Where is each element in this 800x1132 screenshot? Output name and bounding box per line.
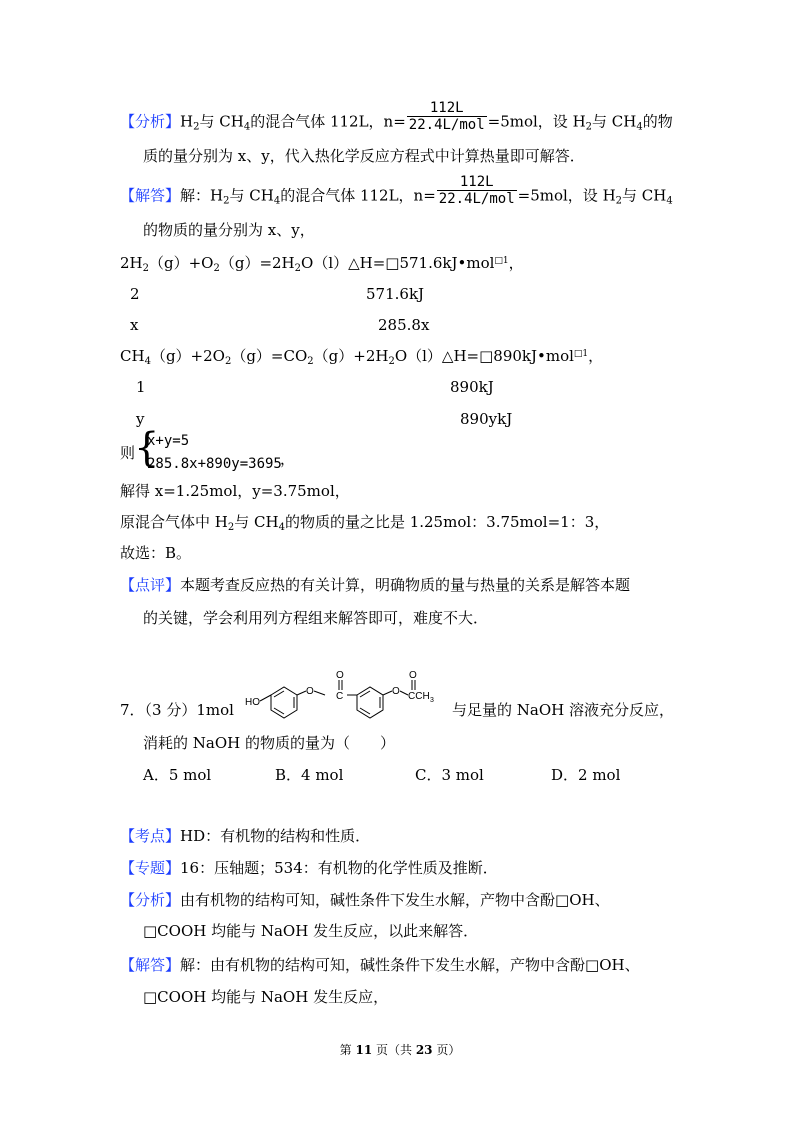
label-subscript: 3 (430, 697, 434, 704)
question-stem-line-2: 消耗的 NaOH 的物质的量为（ ） (143, 734, 395, 752)
label-c: C (336, 691, 344, 702)
structure-diagram (240, 668, 455, 728)
label-o: O (306, 686, 314, 697)
analysis-paragraph-q7: 【分析】由有机物的结构可知，碱性条件下发生水解，产物中含酚□OH、 (120, 891, 610, 909)
ratio-left: 2 (130, 285, 140, 303)
system-brace: { (134, 425, 160, 471)
molar-fraction: $\frac{112L}{\text{22.4L/mol}}$ (408, 100, 485, 133)
option-b: B．4 mol (275, 766, 344, 784)
option-c: C．3 mol (415, 766, 484, 784)
comment-tag: 【点评】 (120, 576, 181, 594)
analysis-paragraph: 【分析】$H_2$与 $CH_4$的混合气体 112L，n= $\frac{112L}{\text{22.4L/mol}}$ =5mol，设 $H_2$与 $CH_4$的物 (120, 100, 673, 133)
analysis-tag: 【分析】 (120, 891, 181, 909)
analysis-line-2: 质的量分别为 x、y，代入热化学反应方程式中计算热量即可解答． (143, 147, 585, 165)
solution-line-2-q7: □COOH 均能与 NaOH 发生反应， (143, 988, 389, 1006)
question-stem: 7．（3 分）1mol (120, 701, 234, 719)
ratio-left: y (136, 410, 145, 428)
system-prefix: 则 (120, 444, 136, 462)
ratio-left: x (130, 316, 139, 334)
label-acetyl: CCH (408, 691, 430, 702)
page-number: 11 (355, 1043, 373, 1057)
molar-fraction: $\frac{112L}{\text{22.4L/mol}}$ (438, 174, 515, 207)
equation-ch4: $CH_4(g)+2O_2(g)=CO_2(g)+2H_2O(l)\triangle H=□890kJ•mol^{□1}$， (120, 347, 604, 367)
analysis-tag: 【分析】 (120, 112, 181, 131)
comment-paragraph: 【点评】本题考查反应热的有关计算，明确物质的量与热量的关系是解答本题 (120, 576, 631, 594)
page-total: 23 (415, 1043, 433, 1057)
ratio-right: 285.8x (378, 316, 430, 334)
page-footer: 第 11 页（共 23 页） (339, 1043, 461, 1057)
label-o: O (392, 686, 400, 697)
knowledge-point: 【考点】HD：有机物的结构和性质． (120, 827, 371, 845)
system-comma: ， (280, 450, 296, 468)
ratio-right: 571.6kJ (366, 285, 425, 303)
solution-tag: 【解答】 (120, 186, 181, 205)
system-eq-2: 285.8x+890y=3695 (147, 456, 282, 472)
knowledge-tag: 【考点】 (120, 827, 181, 845)
solve-line: 解得 x=1.25mol，y=3.75mol， (120, 482, 350, 500)
solution-paragraph-q7: 【解答】解：由有机物的结构可知，碱性条件下发生水解，产物中含酚□OH、 (120, 956, 640, 974)
label-ho: HO (245, 697, 260, 708)
ratio-right: 890kJ (450, 378, 494, 396)
option-d: D．2 mol (551, 766, 621, 784)
system-eq-1: x+y=5 (147, 433, 190, 449)
label-o: O (336, 670, 344, 681)
analysis-line-2-q7: □COOH 均能与 NaOH 发生反应，以此来解答． (143, 922, 479, 940)
comment-line-2: 的关键，学会利用列方程组来解答即可，难度不大． (143, 609, 489, 627)
topic-tag: 【专题】 (120, 859, 181, 877)
question-stem-cont: 与足量的 NaOH 溶液充分反应， (452, 701, 674, 719)
choice-line: 故选：B。 (120, 544, 192, 562)
equation-h2: $2H_2(g)+O_2(g)=2H_2O(l)\triangle H=□571.6kJ•mol^{□1}$， (120, 254, 524, 274)
solution-tag: 【解答】 (120, 956, 181, 974)
option-a: A．5 mol (143, 766, 212, 784)
label-o: O (409, 670, 417, 681)
ratio-line: 原混合气体中 $H_2$与 $CH_4$的物质的量之比是 1.25mol：3.75mol=1：3， (120, 513, 610, 533)
topic-line: 【专题】16：压轴题；534：有机物的化学性质及推断． (120, 859, 498, 877)
solution-line-2: 的物质的量分别为 x、y， (143, 221, 315, 239)
ratio-right: 890ykJ (460, 410, 513, 428)
ratio-left: 1 (136, 378, 146, 396)
solution-paragraph: 【解答】解：$H_2$与 $CH_4$的混合气体 112L，n= $\frac{112L}{\text{22.4L/mol}}$ =5mol，设 $H_2$与 $CH_4$ (120, 174, 673, 207)
